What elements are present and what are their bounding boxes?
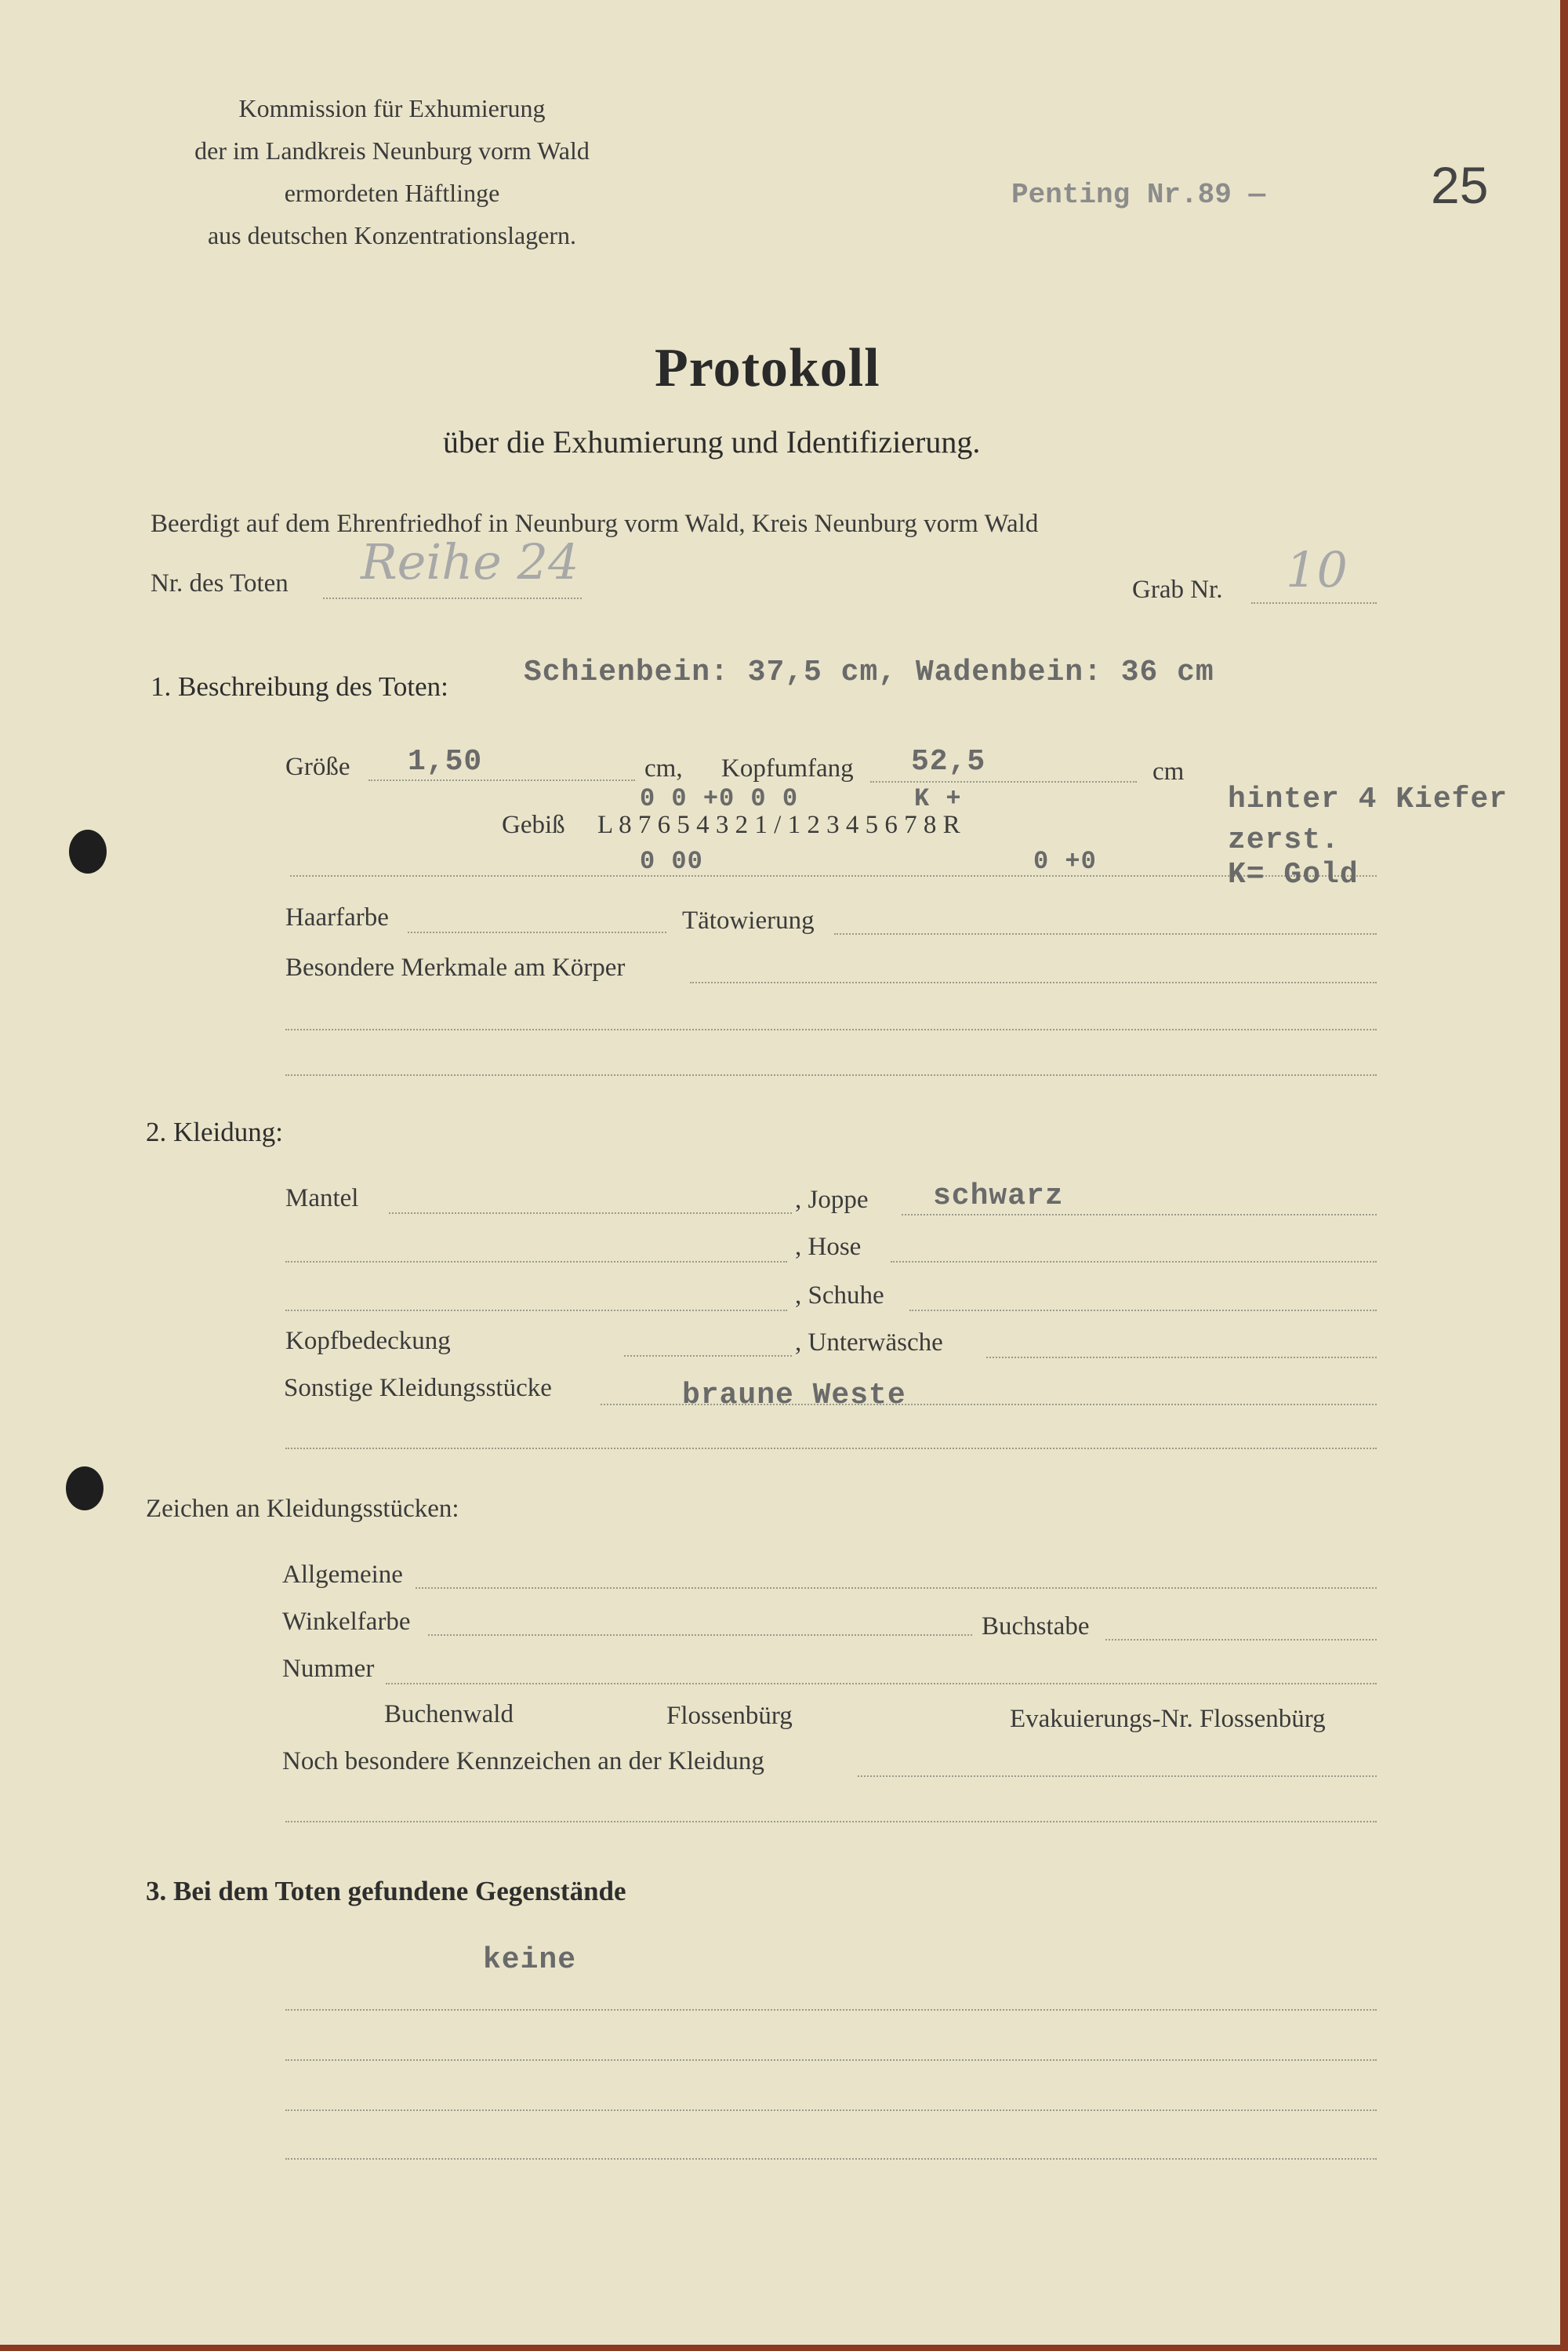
gegenstaende-line-1 — [285, 2009, 1377, 2011]
page-number: 25 — [1431, 156, 1489, 214]
flossenburg-label: Flossenbürg — [666, 1702, 793, 1730]
kopf-line — [870, 781, 1137, 783]
section2-heading: 2. Kleidung: — [146, 1117, 283, 1147]
teeth-note-2: zerst. — [1228, 823, 1340, 857]
schuhe-label: , Schuhe — [795, 1281, 884, 1310]
teeth-note-1: hinter 4 Kiefer — [1228, 783, 1508, 816]
schuhe-line-left — [285, 1310, 787, 1311]
joppe-label: , Joppe — [795, 1186, 869, 1214]
gegenstaende-value: keine — [483, 1943, 577, 1977]
gebiss-scale: L 8 7 6 5 4 3 2 1 / 1 2 3 4 5 6 7 8 R — [597, 811, 960, 839]
hose-line — [891, 1261, 1377, 1263]
schuhe-line — [909, 1310, 1377, 1311]
page-edge-right — [1560, 0, 1568, 2351]
zeichen-heading: Zeichen an Kleidungsstücken: — [146, 1495, 459, 1523]
teeth-upper-left: 0 0 +0 0 0 — [640, 784, 799, 813]
tattoo-label: Tätowierung — [682, 907, 815, 935]
org-line-1: Kommission für Exhumierung — [238, 94, 546, 122]
allgemeine-label: Allgemeine — [282, 1561, 403, 1589]
winkelfarbe-label: Winkelfarbe — [282, 1608, 411, 1636]
groesse-line — [368, 779, 635, 781]
gegenstaende-line-2 — [285, 2059, 1377, 2061]
punch-hole-top — [69, 830, 107, 874]
cm-label-1: cm, — [644, 754, 683, 783]
kopfbedeckung-label: Kopfbedeckung — [285, 1327, 451, 1355]
buchstabe-label: Buchstabe — [982, 1612, 1090, 1641]
buchenwald-label: Buchenwald — [384, 1700, 514, 1728]
merkmale-line-2 — [285, 1029, 1377, 1030]
sonstige-line-2 — [285, 1448, 1377, 1449]
allgemeine-line — [416, 1587, 1377, 1589]
teeth-upper-right: K + — [914, 784, 962, 813]
joppe-value: schwarz — [933, 1179, 1064, 1213]
merkmale-label: Besondere Merkmale am Körper — [285, 954, 626, 982]
evakuierung-label: Evakuierungs-Nr. Flossenbürg — [1010, 1705, 1326, 1733]
unterwaesche-label: , Unterwäsche — [795, 1328, 943, 1357]
teeth-note-3: K= Gold — [1228, 858, 1359, 892]
unterwaesche-line — [986, 1357, 1377, 1358]
nummer-label: Nummer — [282, 1655, 375, 1683]
kopf-value: 52,5 — [911, 745, 986, 779]
nr-label: Nr. des Toten — [151, 569, 289, 598]
page-edge-bottom — [0, 2345, 1568, 2351]
merkmale-line-3 — [285, 1074, 1377, 1076]
gegenstaende-line-4 — [285, 2158, 1377, 2160]
section3-heading: 3. Bei dem Toten gefundene Gegenstände — [146, 1876, 626, 1906]
nr-line — [323, 598, 582, 599]
nr-value: Reihe 24 — [361, 533, 579, 590]
buchstabe-line — [1105, 1639, 1377, 1641]
org-line-4: aus deutschen Konzentrationslagern. — [207, 221, 577, 249]
winkelfarbe-line — [428, 1634, 972, 1636]
grab-line — [1251, 602, 1377, 604]
kopfbedeckung-line — [624, 1355, 792, 1357]
sonstige-value: braune Weste — [682, 1379, 906, 1412]
register-stamp: Penting Nr.89 — — [1011, 179, 1266, 211]
nummer-line — [386, 1683, 1377, 1684]
haar-label: Haarfarbe — [285, 903, 389, 932]
noch-label: Noch besondere Kennzeichen an der Kleidung — [282, 1747, 764, 1775]
tattoo-line — [834, 933, 1377, 935]
gebiss-line — [290, 875, 1377, 877]
teeth-lower-right: 0 +0 — [1033, 847, 1097, 876]
burial-place: Beerdigt auf dem Ehrenfriedhof in Neunburg vorm Wald, Kreis Neunburg vorm Wald — [151, 510, 1039, 538]
kopf-label: Kopfumfang — [721, 754, 854, 783]
noch-line-2 — [285, 1821, 1377, 1822]
page-subtitle: über die Exhumierung und Identifizierung. — [443, 424, 981, 460]
typed-bone-measurements: Schienbein: 37,5 cm, Wadenbein: 36 cm — [524, 656, 1214, 689]
groesse-label: Größe — [285, 753, 350, 781]
grab-value: 10 — [1286, 541, 1348, 598]
grab-label: Grab Nr. — [1132, 576, 1223, 604]
hose-line-left — [285, 1261, 787, 1263]
page-title: Protokoll — [655, 338, 880, 398]
org-line-3: ermordeten Häftlinge — [284, 179, 500, 207]
merkmale-line-1 — [690, 982, 1377, 983]
teeth-lower-left: 0 00 — [640, 847, 703, 876]
mantel-line — [389, 1212, 792, 1214]
sonstige-label: Sonstige Kleidungsstücke — [284, 1374, 552, 1402]
gebiss-label: Gebiß — [502, 811, 565, 839]
cm-label-2: cm — [1152, 758, 1185, 786]
section1-heading: 1. Beschreibung des Toten: — [151, 671, 448, 702]
gegenstaende-line-3 — [285, 2109, 1377, 2111]
haar-line — [408, 932, 666, 933]
joppe-line — [902, 1214, 1377, 1215]
org-line-2: der im Landkreis Neunburg vorm Wald — [194, 136, 590, 165]
mantel-label: Mantel — [285, 1184, 359, 1212]
hose-label: , Hose — [795, 1233, 862, 1261]
noch-line — [858, 1775, 1377, 1777]
groesse-value: 1,50 — [408, 745, 483, 779]
punch-hole-bottom — [66, 1466, 103, 1510]
